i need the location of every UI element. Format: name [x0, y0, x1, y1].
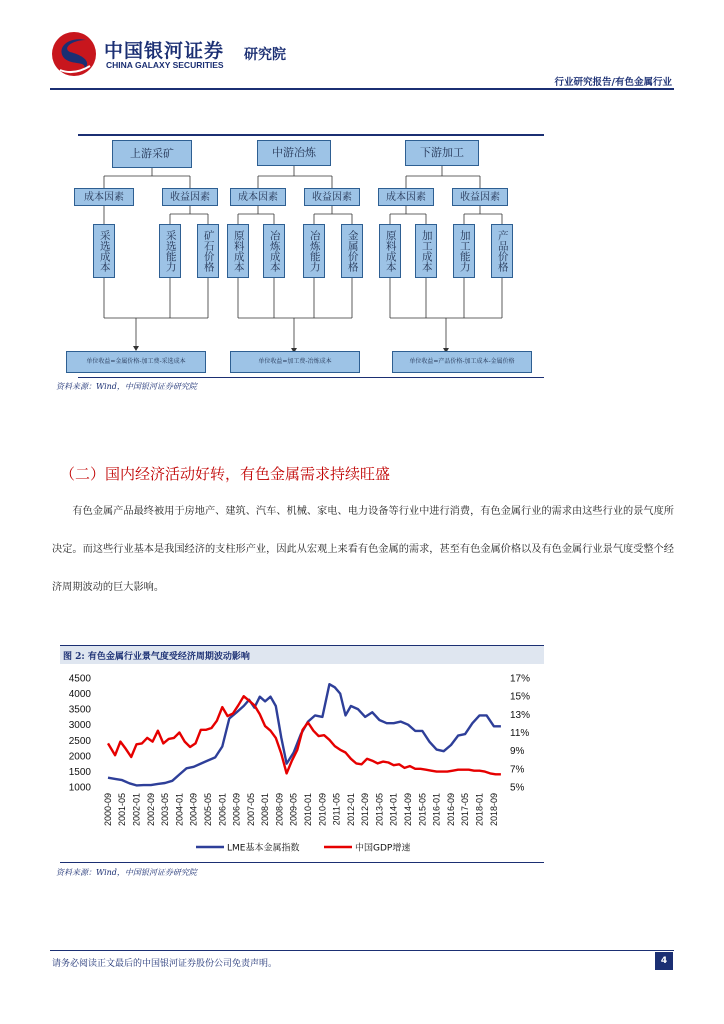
x-tick-label: 2004-09	[188, 793, 199, 827]
midstream-cost-factor: 成本因素	[230, 188, 286, 206]
x-tick-label: 2016-09	[445, 793, 456, 827]
y-left-tick-label: 3000	[68, 720, 91, 732]
x-tick-label: 2007-05	[245, 793, 256, 827]
x-tick-label: 2003-05	[160, 793, 171, 827]
page-number: 4	[655, 952, 673, 970]
downstream-revenue-factor: 收益因素	[452, 188, 508, 206]
x-tick-label: 2016-01	[431, 793, 442, 827]
x-tick-label: 2017-05	[460, 793, 471, 827]
x-tick-label: 2014-09	[403, 793, 414, 827]
x-tick-label: 2012-01	[345, 793, 356, 827]
x-tick-label: 2018-09	[488, 793, 499, 827]
figure2-title: 图 2: 有色金属行业景气度受经济周期波动影响	[63, 652, 250, 662]
item-mid-material-cost: 原料成本	[227, 224, 249, 278]
y-left-tick-label: 1000	[68, 782, 91, 794]
x-tick-label: 2012-09	[360, 793, 371, 827]
item-product-price: 产品价格	[491, 224, 513, 278]
logo-chinese-name: 中国银河证券	[104, 40, 225, 62]
figure1-source: 资料来源：Wind，中国银河证券研究院	[56, 382, 197, 391]
x-tick-label: 2005-05	[202, 793, 213, 827]
stage-upstream: 上游采矿	[112, 140, 192, 168]
x-tick-label: 2000-09	[102, 793, 113, 827]
section-paragraph: 有色金属产品最终被用于房地产、建筑、汽车、机械、家电、电力设备等行业中进行消费，有色金属行业的需求由这些行业的景气度所决定。而这些行业基本是我国经济的支柱形产业，因此从宏观上来看有色金属的需求，甚至有色金属价格以及有色金属行业景气度受整个经济周期波动的巨大影响。	[52, 506, 674, 593]
y-left-tick-label: 4000	[68, 689, 91, 701]
y-left-tick-label: 3500	[68, 704, 91, 716]
x-tick-label: 2001-05	[117, 793, 128, 827]
downstream-unit-revenue: 单位收益=产品价格-加工成本-金属价格	[392, 351, 532, 373]
legend-label-1: 中国GDP增速	[355, 843, 411, 854]
x-tick-label: 2004-01	[174, 793, 185, 827]
header-divider	[50, 88, 674, 90]
x-tick-label: 2010-09	[317, 793, 328, 827]
item-smelting-cost: 冶炼成本	[263, 224, 285, 278]
x-tick-label: 2002-09	[145, 793, 156, 827]
y-left-tick-label: 4500	[68, 673, 91, 685]
x-tick-label: 2008-01	[260, 793, 271, 827]
report-type: 行业研究报告/有色金属行业	[554, 77, 672, 88]
x-tick-label: 2013-05	[374, 793, 385, 827]
item-processing-cost: 加工成本	[415, 224, 437, 278]
y-left-tick-label: 2000	[68, 751, 91, 763]
x-tick-label: 2009-05	[288, 793, 299, 827]
legend-label-0: LME基本金属指数	[227, 843, 300, 854]
x-tick-label: 2014-01	[388, 793, 399, 827]
midstream-unit-revenue: 单位收益=加工费-冶炼成本	[230, 351, 360, 373]
item-smelting-capacity: 冶炼能力	[303, 224, 325, 278]
y-right-tick-label: 7%	[510, 764, 525, 776]
item-mining-cost: 采选成本	[93, 224, 115, 278]
x-tick-label: 2018-01	[474, 793, 485, 827]
footer-disclaimer: 请务必阅读正文最后的中国银河证券股份公司免责声明。	[52, 959, 278, 969]
stage-midstream: 中游冶炼	[257, 140, 331, 166]
series-line-0	[108, 684, 501, 785]
lme-gdp-line-chart	[60, 664, 544, 860]
downstream-cost-factor: 成本因素	[378, 188, 434, 206]
logo-english-name: CHINA GALAXY SECURITIES	[106, 60, 224, 70]
y-right-tick-label: 15%	[510, 691, 531, 703]
galaxy-logo-icon	[50, 30, 98, 78]
y-right-tick-label: 11%	[510, 728, 530, 739]
figure2-source: 资料来源：Wind，中国银河证券研究院	[56, 868, 197, 877]
figure2-bottom-rule	[60, 862, 544, 863]
x-tick-label: 2010-01	[303, 793, 314, 827]
x-tick-label: 2015-05	[417, 793, 428, 827]
y-right-tick-label: 13%	[510, 709, 531, 721]
upstream-cost-factor: 成本因素	[74, 188, 134, 206]
item-ore-price: 矿石价格	[197, 224, 219, 278]
series-line-1	[108, 696, 501, 774]
figure1-bottom-rule	[78, 377, 544, 378]
item-metal-price: 金属价格	[341, 224, 363, 278]
x-tick-label: 2008-09	[274, 793, 285, 827]
section-title: （二）国内经济活动好转，有色金属需求持续旺盛	[60, 465, 391, 483]
y-right-tick-label: 17%	[510, 673, 531, 685]
x-tick-label: 2006-01	[217, 793, 228, 827]
y-left-tick-label: 2500	[68, 735, 91, 747]
y-left-tick-label: 1500	[68, 766, 91, 778]
footer-divider	[50, 950, 674, 951]
midstream-revenue-factor: 收益因素	[304, 188, 360, 206]
upstream-revenue-factor: 收益因素	[162, 188, 218, 206]
stage-downstream: 下游加工	[405, 140, 479, 166]
upstream-unit-revenue: 单位收益=金属价格-加工费-采选成本	[66, 351, 206, 373]
y-right-tick-label: 5%	[510, 782, 525, 794]
item-processing-capacity: 加工能力	[453, 224, 475, 278]
item-mining-capacity: 采选能力	[159, 224, 181, 278]
x-tick-label: 2011-05	[331, 793, 342, 826]
item-down-material-cost: 原料成本	[379, 224, 401, 278]
x-tick-label: 2002-01	[131, 793, 142, 827]
x-tick-label: 2006-09	[231, 793, 242, 827]
y-right-tick-label: 9%	[510, 746, 525, 758]
institute-label: 研究院	[244, 47, 286, 63]
